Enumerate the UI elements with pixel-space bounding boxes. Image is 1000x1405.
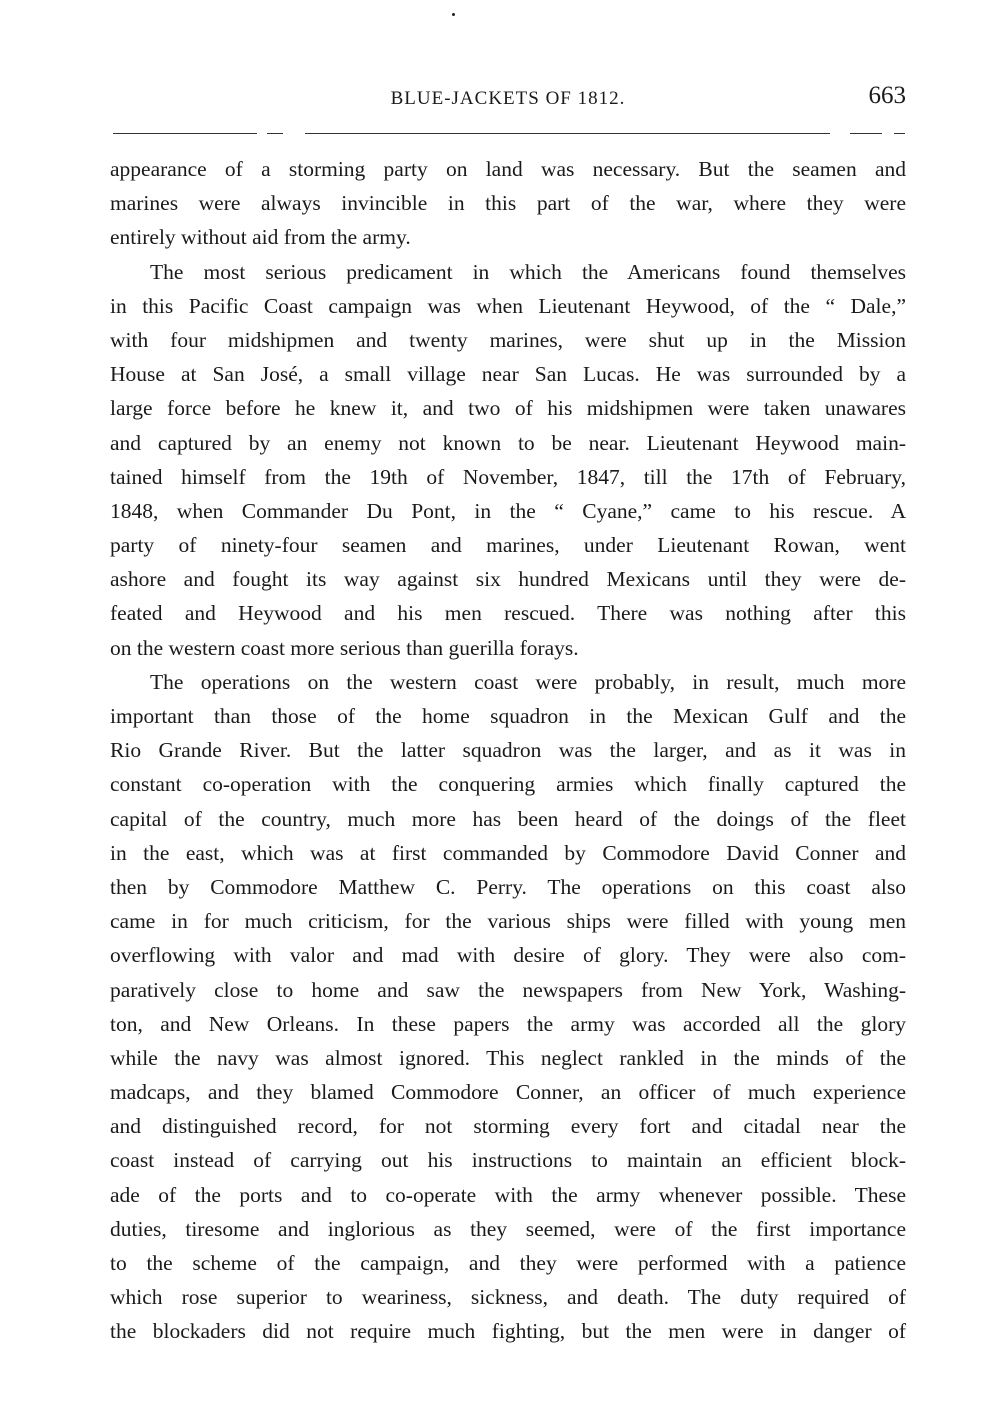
text-line: which rose superior to weariness, sickness, and death. The duty required of [110,1285,906,1310]
paragraph [110,152,906,255]
text-line: tained himself from the 19th of November, 1847, till the 17th of February, [110,464,906,489]
scan-speck [452,13,455,16]
running-head [110,82,906,122]
text-line: paratively close to home and saw the newspapers from New York, Washing- [110,977,906,1002]
text-line: and distinguished record, for not storming every fort and citadal near the [110,1114,906,1139]
header-rule-gap [830,130,850,136]
text-line: madcaps, and they blamed Commodore Conner, an officer of much experience [110,1080,906,1105]
text-line: 1848, when Commander Du Pont, in the “ Cyane,” came to his rescue. A [110,498,906,523]
header-rule [113,133,905,134]
text-line: with four midshipmen and twenty marines, were shut up in the Mission [110,327,906,352]
header-rule-gap [283,130,305,136]
paragraph [110,665,906,1349]
text-line: party of ninety-four seamen and marines, under Lieutenant Rowan, went [110,533,906,558]
text-line: on the western coast more serious than guerilla forays. [110,635,579,660]
paragraph [110,255,906,665]
text-line: came in for much criticism, for the various ships were filled with young men [110,909,906,934]
text-line: the blockaders did not require much fighting, but the men were in danger of [110,1319,906,1344]
text-line: appearance of a storming party on land was necessary. But the seamen and [110,157,906,181]
text-line: The most serious predicament in which the Americans found themselves [150,259,906,284]
text-line: marines were always invincible in this part of the war, where they were [110,191,906,216]
text-line: ton, and New Orleans. In these papers the army was accorded all the glory [110,1011,906,1036]
header-rule-gap [257,130,267,136]
text-line: in the east, which was at first commanded by Commodore David Conner and [110,840,906,865]
text-line: ashore and fought its way against six hundred Mexicans until they were de- [110,567,906,592]
text-line: large force before he knew it, and two of his midshipmen were taken unawares [110,396,906,421]
body-text [110,152,906,1349]
header-rule-gap [882,130,894,136]
running-title: BLUE-JACKETS OF 1812. [390,88,626,109]
text-line: duties, tiresome and inglorious as they seemed, were of the first importance [110,1216,906,1241]
text-line: while the navy was almost ignored. This neglect rankled in the minds of the [110,1045,906,1070]
text-line: ade of the ports and to co-operate with the army whenever possible. These [110,1182,906,1207]
text-line: then by Commodore Matthew C. Perry. The operations on this coast also [110,874,906,899]
text-line: capital of the country, much more has been heard of the doings of the fleet [110,806,906,831]
text-line: Rio Grande River. But the latter squadron was the larger, and as it was in [110,738,906,763]
text-line: feated and Heywood and his men rescued. There was nothing after this [110,601,906,626]
text-line: overflowing with valor and mad with desire of glory. They were also com- [110,943,906,968]
text-line: to the scheme of the campaign, and they were performed with a patience [110,1251,906,1275]
text-line: The operations on the western coast were probably, in result, much more [150,669,906,694]
text-line: constant co-operation with the conquering armies which finally captured the [110,772,906,797]
text-line: entirely without aid from the army. [110,225,411,250]
text-line: important than those of the home squadron in the Mexican Gulf and the [110,704,906,728]
text-line: House at San José, a small village near San Lucas. He was surrounded by a [110,362,906,387]
text-line: in this Pacific Coast campaign was when Lieutenant Heywood, of the “ Dale,” [110,293,906,318]
text-line: coast instead of carrying out his instructions to maintain an efficient block- [110,1148,906,1173]
page-number: 663 [868,82,906,109]
text-line: and captured by an enemy not known to be near. Lieutenant Heywood main- [110,430,906,455]
